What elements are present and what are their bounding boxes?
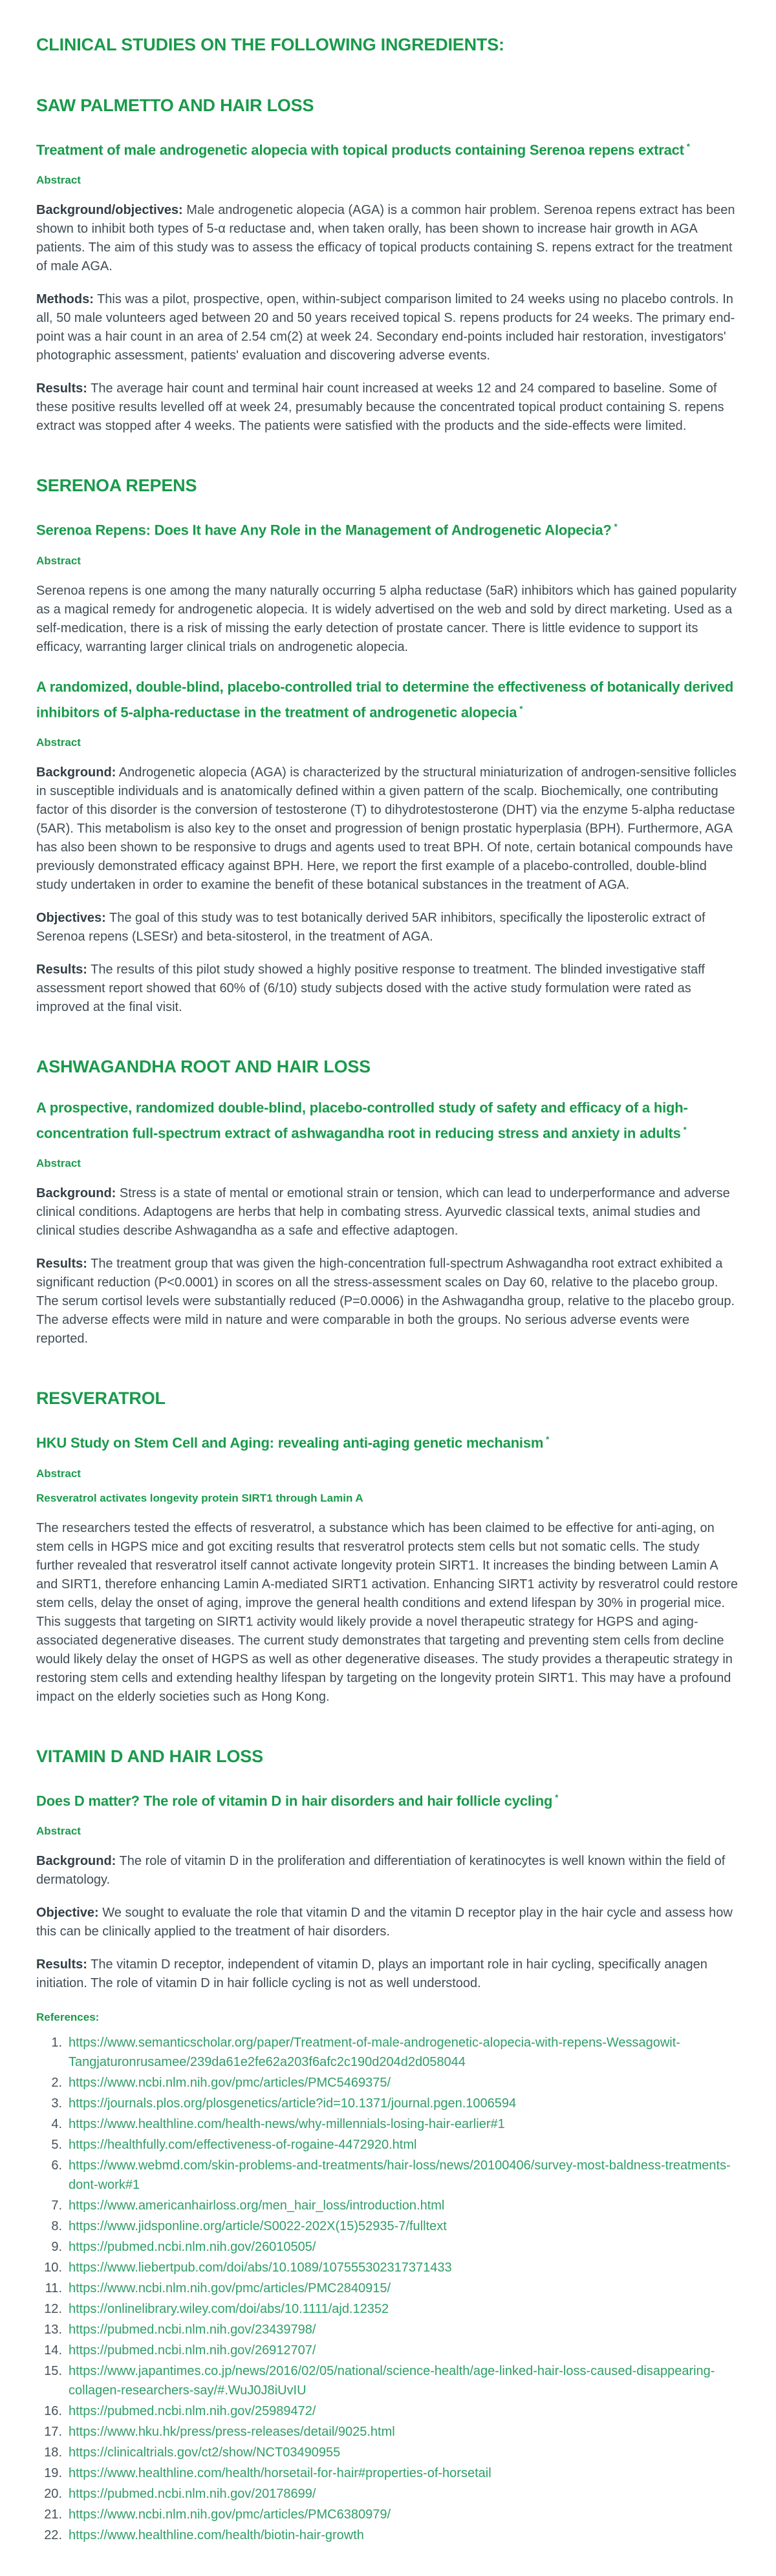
paragraph (36, 909, 740, 946)
reference-link[interactable]: https://www.ncbi.nlm.nih.gov/pmc/articles/PMC2840915/ (69, 2281, 391, 2295)
reference-link[interactable]: https://www.semanticscholar.org/paper/Treatment-of-male-androgenetic-alopecia-with-repens-Wessagowit-Tangjaturonrusamee/239da61e2fe62a203f6afc2c190d204d2d058044 (69, 2035, 680, 2069)
paragraph (36, 1255, 740, 1348)
footnote-asterisk: * (686, 142, 690, 151)
article (36, 516, 740, 656)
paragraph (36, 582, 740, 657)
reference-link[interactable]: https://www.healthline.com/health/biotin-hair-growth (69, 2528, 364, 2542)
article-title (36, 1787, 740, 1812)
reference-link[interactable]: https://www.ncbi.nlm.nih.gov/pmc/articles/PMC6380979/ (69, 2507, 391, 2522)
reference-link[interactable]: https://journals.plos.org/plosgenetics/article?id=10.1371/journal.pgen.1006594 (69, 2096, 517, 2111)
paragraph-text: Androgenetic alopecia (AGA) is characterized by the structural miniaturization of androgen-sensitive follicles in susceptible individuals and is anatomically defined within a given pattern of the scalp. Biochemically, one contributing factor of this disorder is the conversion of testosterone (T) to dihydrotestosterone (DHT) via the enzyme 5-alpha reductase (5AR). This metabolism is also key to the onset and progression of benign prostatic hyperplasia (BPH). Furthermore, AGA has also been shown to be responsive to drugs and agents used to treat BPH. Of note, certain botanical compounds have previously demonstrated efficacy against BPH. Here, we report the first example of a placebo-controlled, double-blind study undertaken in order to examine the benefit of these botanical substances in the treatment of AGA. (36, 765, 737, 892)
paragraph (36, 1904, 740, 1941)
abstract-label: Abstract (36, 736, 81, 749)
article-title-text: A prospective, randomized double-blind, placebo-controlled study of safety and efficacy of a high-concentration full-spectrum extract of ashwagandha root in reducing stress and anxiety in adults (36, 1099, 688, 1142)
article (36, 136, 740, 436)
reference-link[interactable]: https://www.healthline.com/health/horsetail-for-hair#properties-of-horsetail (69, 2465, 491, 2480)
article (36, 1787, 740, 1993)
section-vitamin-d (36, 1745, 740, 1993)
reference-item (36, 2073, 740, 2092)
abstract-label: Abstract (36, 554, 81, 567)
paragraph-text: Serenoa repens is one among the many naturally occurring 5 alpha reductase (5aR) inhibitors which has gained popularity as a magical remedy for androgenetic alopecia. It is widely advertised on the web and sold by direct marketing. Used as a self-medication, there is a risk of missing the early detection of prostate cancer. There is little evidence to support its efficacy, warranting larger clinical trials on androgenetic alopecia. (36, 583, 737, 654)
section-heading: SAW PALMETTO AND HAIR LOSS (36, 96, 314, 115)
reference-link[interactable]: https://www.ncbi.nlm.nih.gov/pmc/articles/PMC5469375/ (69, 2075, 391, 2090)
article-title-text: Serenoa Repens: Does It have Any Role in the Management of Androgenetic Alopecia? (36, 522, 612, 538)
reference-link[interactable]: https://www.jidsponline.org/article/S0022-202X(15)52935-7/fulltext (69, 2219, 447, 2233)
section-ashwagandha (36, 1056, 740, 1348)
reference-item (36, 2484, 740, 2504)
paragraph-lead: Results: (36, 1957, 87, 1972)
references-label: References: (36, 2010, 100, 2023)
reference-link[interactable]: https://pubmed.ncbi.nlm.nih.gov/26010505/ (69, 2239, 316, 2254)
reference-item (36, 2094, 740, 2113)
reference-item (36, 2320, 740, 2339)
paragraph-lead: Background: (36, 1853, 116, 1868)
paragraph-lead: Background/objectives: (36, 203, 183, 218)
reference-link[interactable]: https://clinicaltrials.gov/ct2/show/NCT03490955 (69, 2445, 341, 2460)
section-heading: ASHWAGANDHA ROOT AND HAIR LOSS (36, 1056, 371, 1076)
article (36, 676, 740, 1017)
reference-item (36, 2361, 740, 2400)
section-heading: SERENOA REPENS (36, 476, 197, 496)
section-saw-palmetto (36, 94, 740, 436)
section-heading: RESVERATROL (36, 1389, 166, 1409)
footnote-asterisk: * (683, 1124, 687, 1134)
paragraph (36, 379, 740, 436)
paragraph-text: The average hair count and terminal hair count increased at weeks 12 and 24 compared to baseline. Some of these positive results levelled off at week 24, presumably because the concentrated topical product containing S. repens extract was stopped after 4 weeks. The patients were satisfied with the products and the side-effects were limited. (36, 381, 724, 434)
reference-item (36, 2135, 740, 2155)
reference-item (36, 2258, 740, 2277)
paragraph-text: This was a pilot, prospective, open, within-subject comparison limited to 24 weeks using no placebo controls. In all, 50 male volunteers aged between 20 and 50 years received topical S. repens products for 24 weeks. The primary end-point was a hair count in an area of 2.54 cm(2) at week 24. Secondary end-points included hair restoration, investigators' photographic assessment, patients' evaluation and discovering adverse events. (36, 292, 735, 363)
reference-item (36, 2237, 740, 2257)
paragraph (36, 763, 740, 895)
paragraph (36, 1852, 740, 1889)
reference-link[interactable]: https://www.healthline.com/health-news/why-millennials-losing-hair-earlier#1 (69, 2116, 505, 2131)
article-title (36, 1429, 740, 1454)
footnote-asterisk: * (519, 703, 523, 714)
paragraph (36, 290, 740, 365)
reference-item (36, 2033, 740, 2072)
section-serenoa-repens (36, 474, 740, 1017)
reference-item (36, 2505, 740, 2524)
reference-item (36, 2341, 740, 2360)
paragraph (36, 961, 740, 1017)
paragraph (36, 1519, 740, 1707)
footnote-asterisk: * (546, 1434, 550, 1445)
paragraph-text: The vitamin D receptor, independent of vitamin D, plays an important role in hair cycling, specifically anagen initiation. The role of vitamin D in hair follicle cycling is not as well understood. (36, 1957, 707, 1990)
article-title-text: HKU Study on Stem Cell and Aging: revealing anti-aging genetic mechanism (36, 1434, 544, 1451)
reference-item (36, 2443, 740, 2462)
paragraph-lead: Methods: (36, 292, 94, 307)
paragraph-lead: Results: (36, 381, 87, 396)
paragraph (36, 1955, 740, 1993)
paragraph-lead: Results: (36, 1257, 87, 1272)
reference-item (36, 2464, 740, 2483)
reference-item (36, 2401, 740, 2421)
footnote-asterisk: * (614, 522, 618, 532)
article (36, 1429, 740, 1706)
references-section (36, 2011, 740, 2545)
paragraph (36, 1184, 740, 1240)
paragraph-text: Stress is a state of mental or emotional strain or tension, which can lead to underperformance and adverse clinical conditions. Adaptogens are herbs that help in combating stress. Ayurvedic classical texts, animal studies and clinical studies describe Ashwagandha as a safe and effective adaptogen. (36, 1186, 730, 1239)
article-title (36, 676, 740, 723)
paragraph-text: The treatment group that was given the high-concentration full-spectrum Ashwagandha root extract exhibited a significant reduction (P<0.0001) in scores on all the stress-assessment scales on Day 60, relative to the placebo group. The serum cortisol levels were substantially reduced (P=0.0006) in the Ashwagandha group, relative to the placebo group. The adverse effects were mild in nature and were comparable in both the groups. No serious adverse events were reported. (36, 1257, 735, 1347)
paragraph-text: Male androgenetic alopecia (AGA) is a common hair problem. Serenoa repens extract has been shown to inhibit both types of 5-α reductase and, when taken orally, has been shown to increase hair growth in AGA patients. The aim of this study was to assess the efficacy of topical products containing S. repens extract for the treatment of male AGA. (36, 203, 735, 274)
article-title-text: A randomized, double-blind, placebo-controlled trial to determine the effectiveness of botanically derived inhibitors of 5-alpha-reductase in the treatment of androgenetic alopecia (36, 678, 734, 720)
abstract-label: Abstract (36, 1824, 81, 1837)
reference-link[interactable]: https://healthfully.com/effectiveness-of-rogaine-4472920.html (69, 2137, 417, 2152)
reference-item (36, 2422, 740, 2442)
reference-link[interactable]: https://www.japantimes.co.jp/news/2016/02/05/national/science-health/age-linked-hair-loss-caused-disappearing-collagen-researchers-say/#.WuJ0J8iUvIU (69, 2363, 715, 2398)
reference-item (36, 2279, 740, 2298)
paragraph-lead: Objectives: (36, 910, 106, 925)
article-title-text: Treatment of male androgenetic alopecia with topical products containing Serenoa repens extract (36, 142, 684, 158)
paragraph-lead: Objective: (36, 1905, 99, 1920)
paragraph-lead: Results: (36, 962, 87, 977)
paragraph-text: We sought to evaluate the role that vitamin D and the vitamin D receptor play in the hair cycle and assess how this can be clinically applied to the treatment of hair disorders. (36, 1905, 733, 1939)
page-title: CLINICAL STUDIES ON THE FOLLOWING INGREDIENTS: (36, 35, 504, 54)
paragraph-text: The results of this pilot study showed a highly positive response to treatment. The blinded investigative staff assessment report showed that 60% of (6/10) study subjects dosed with the active study formulation were rated as improved at the final visit. (36, 962, 705, 1014)
article-title (36, 516, 740, 541)
reference-item (36, 2299, 740, 2319)
footnote-asterisk: * (555, 1792, 559, 1802)
section-resveratrol (36, 1387, 740, 1706)
paragraph-lead: Background: (36, 765, 116, 780)
reference-link[interactable]: https://pubmed.ncbi.nlm.nih.gov/25989472/ (69, 2403, 316, 2418)
reference-link[interactable]: https://onlinelibrary.wiley.com/doi/abs/10.1111/ajd.12352 (69, 2301, 389, 2316)
reference-link[interactable]: https://pubmed.ncbi.nlm.nih.gov/23439798/ (69, 2322, 316, 2337)
reference-link[interactable]: https://pubmed.ncbi.nlm.nih.gov/26912707/ (69, 2343, 316, 2358)
reference-link[interactable]: https://www.hku.hk/press/press-releases/detail/9025.html (69, 2424, 395, 2439)
paragraph-text: The role of vitamin D in the proliferation and differentiation of keratinocytes is well known within the field of dermatology. (36, 1853, 726, 1887)
reference-link[interactable]: https://www.liebertpub.com/doi/abs/10.1089/107555302317371433 (69, 2260, 452, 2275)
section-heading: VITAMIN D AND HAIR LOSS (36, 1746, 263, 1766)
article-title-text: Does D matter? The role of vitamin D in hair disorders and hair follicle cycling (36, 1792, 553, 1809)
paragraph-lead: Background: (36, 1186, 116, 1201)
reference-link[interactable]: https://www.americanhairloss.org/men_hair_loss/introduction.html (69, 2198, 445, 2213)
paragraph-text: The researchers tested the effects of resveratrol, a substance which has been claimed to be effective for anti-aging, on stem cells in HGPS mice and got exciting results that resveratrol protects stem cells but not somatic cells. The study further revealed that resveratrol itself cannot activate longevity protein SIRT1. It increases the binding between Lamin A and SIRT1, therefore enhancing Lamin A-mediated SIRT1 activation. Enhancing SIRT1 activity by resveratrol could restore stem cells, delay the onset of aging, improve the general health conditions and extend lifespan by 30% in progerial mice. This suggests that targeting on SIRT1 activity would likely provide a novel therapeutic strategy for HGPS and aging-associated degenerative diseases. The current study demonstrates that targeting and preventing stem cells from decline would likely delay the onset of HGPS as well as other degenerative diseases. The study provides a therapeutic strategy in restoring stem cells and extending healthy lifespan by targeting on the longevity protein SIRT1. This may have a profound impact on the elderly societies such as Hong Kong. (36, 1520, 738, 1704)
reference-item (36, 2526, 740, 2545)
abstract-label: Abstract (36, 1467, 81, 1480)
paragraph (36, 201, 740, 276)
article-title (36, 1097, 740, 1144)
reference-item (36, 2114, 740, 2134)
article-subtitle: Resveratrol activates longevity protein SIRT1 through Lamin A (36, 1491, 363, 1504)
article (36, 1097, 740, 1348)
references-list (36, 2033, 740, 2545)
reference-item (36, 2217, 740, 2236)
reference-link[interactable]: https://www.webmd.com/skin-problems-and-treatments/hair-loss/news/20100406/survey-most-baldness-treatments-dont-work#1 (69, 2158, 731, 2192)
abstract-label: Abstract (36, 1157, 81, 1170)
reference-item (36, 2196, 740, 2215)
reference-link[interactable]: https://pubmed.ncbi.nlm.nih.gov/20178699/ (69, 2486, 316, 2501)
paragraph-text: The goal of this study was to test botanically derived 5AR inhibitors, specifically the liposterolic extract of Serenoa repens (LSESr) and beta-sitosterol, in the treatment of AGA. (36, 910, 706, 944)
reference-item (36, 2156, 740, 2195)
abstract-label: Abstract (36, 174, 81, 187)
article-title (36, 136, 740, 161)
